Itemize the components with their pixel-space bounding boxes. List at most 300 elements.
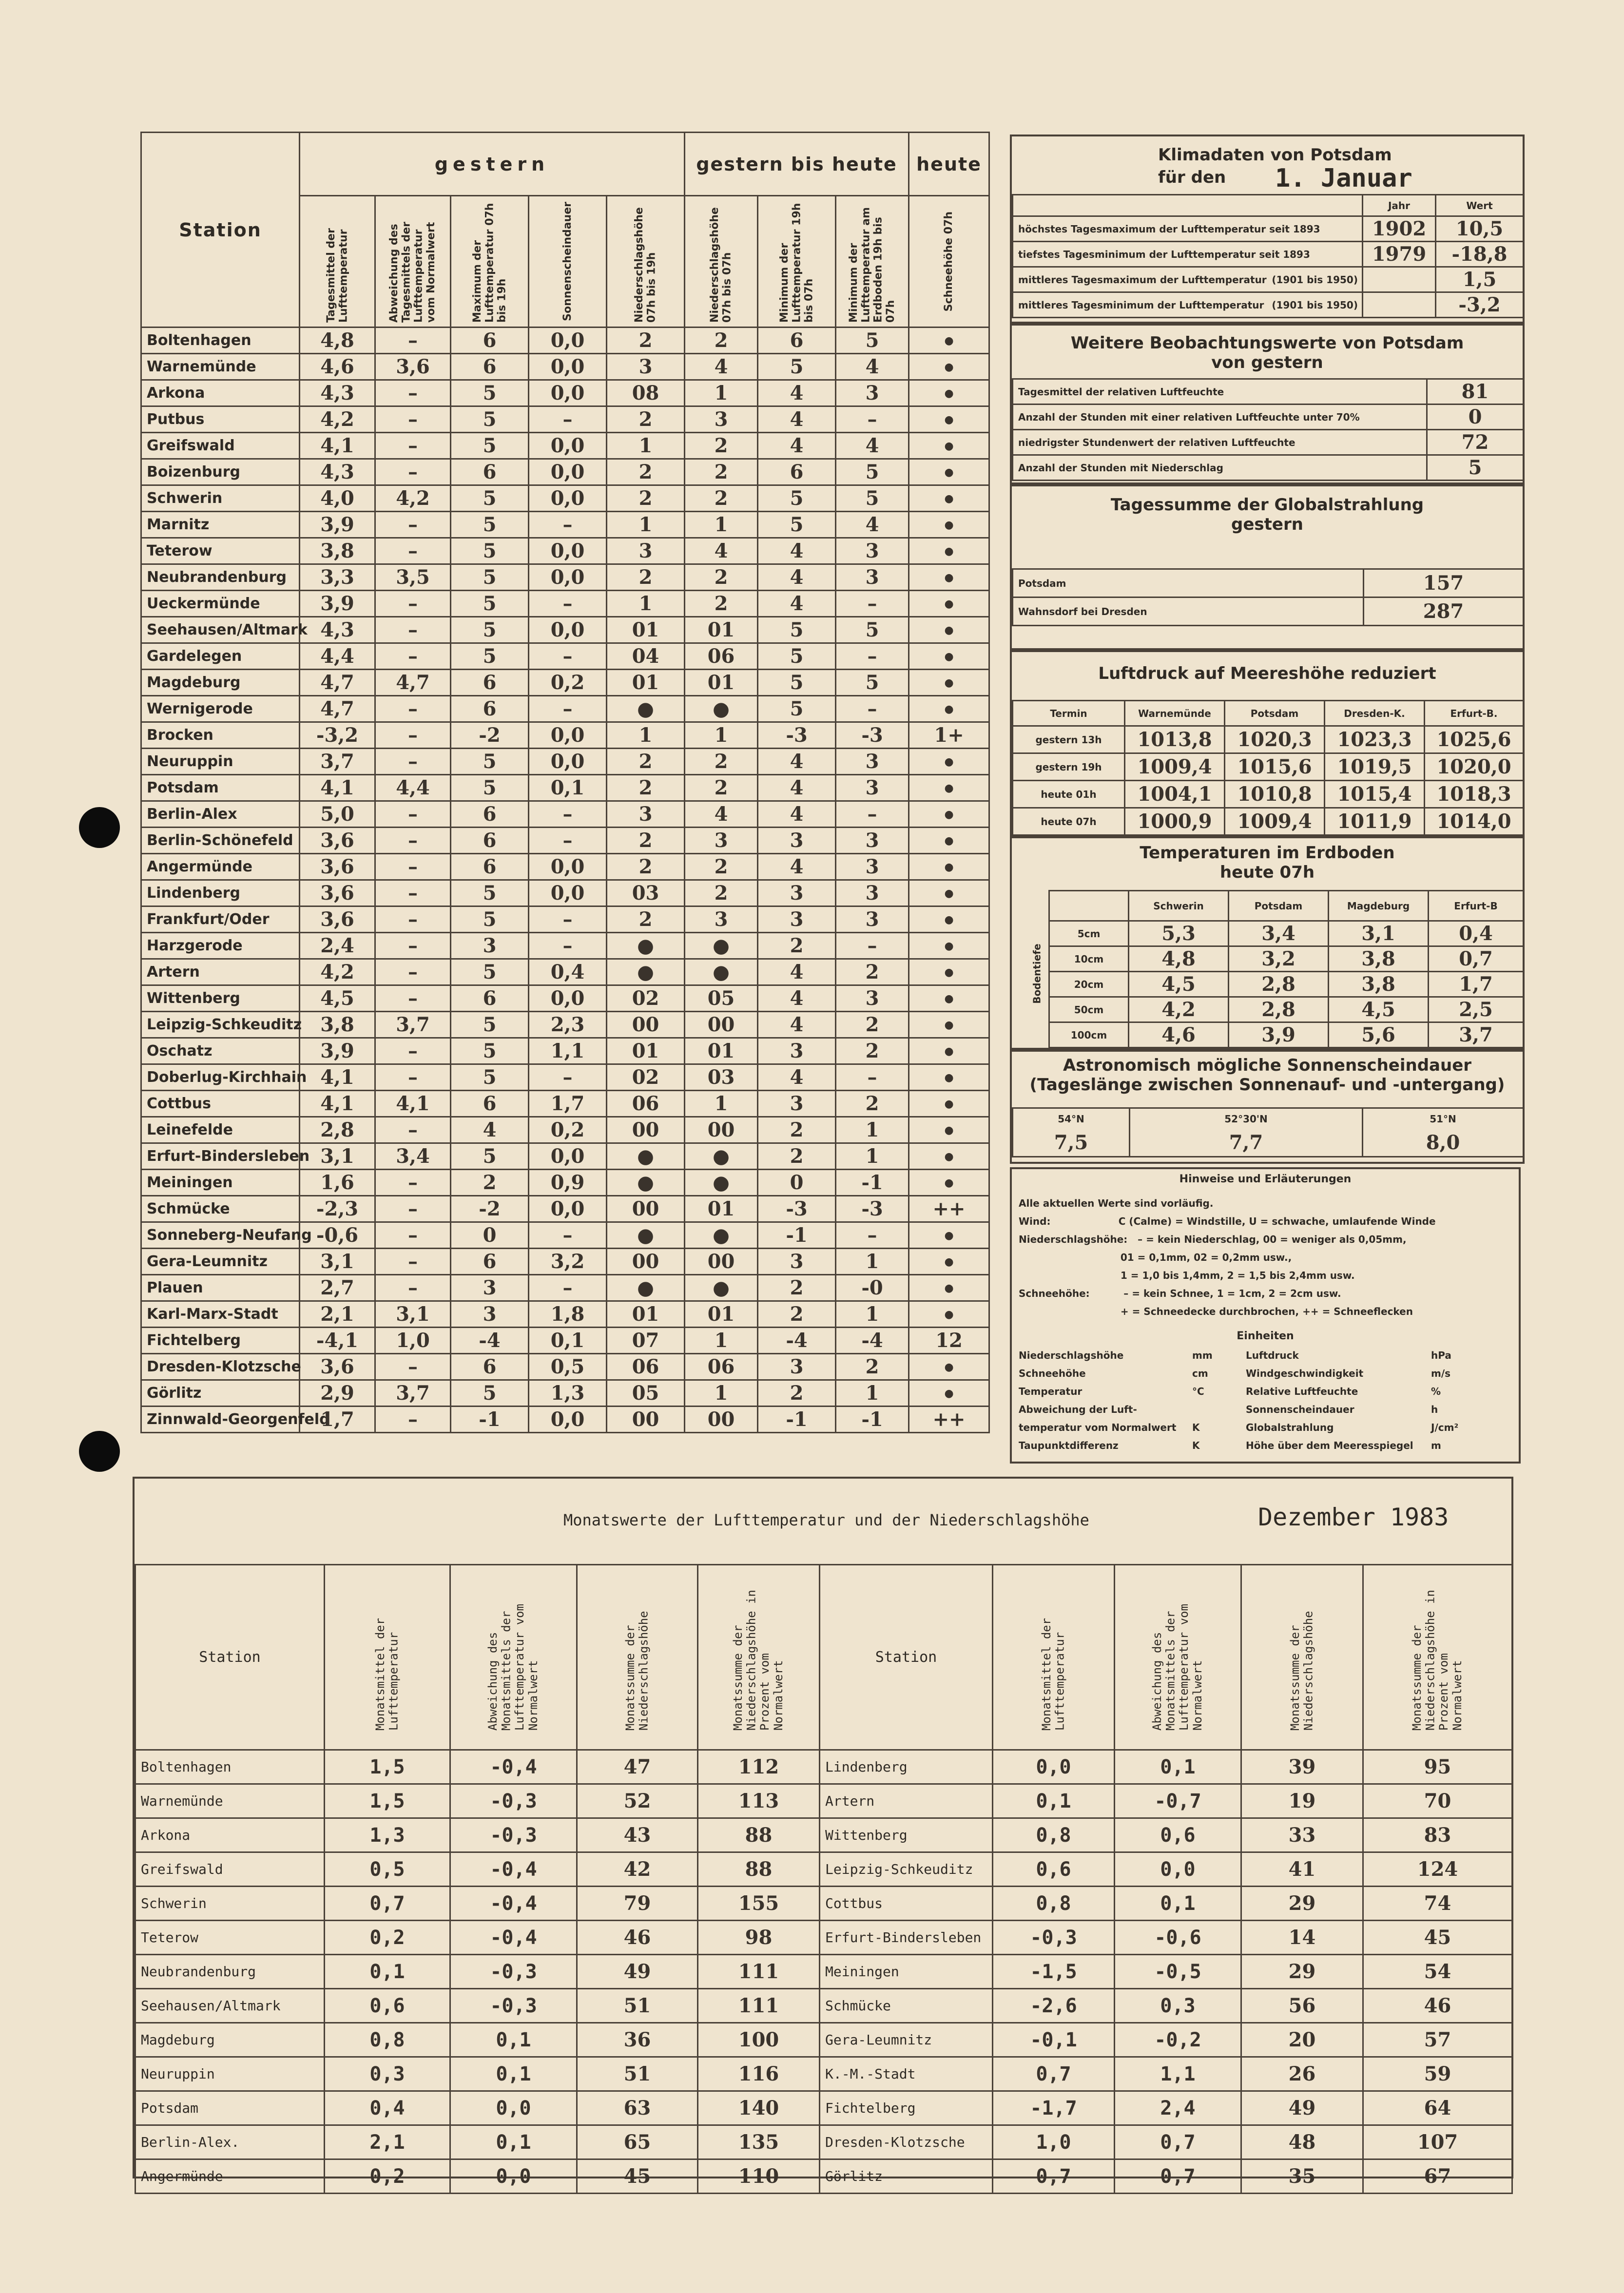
station-name: Karl-Marx-Stadt [141,1301,300,1328]
luftdruck-termin: heute 01h [1013,781,1125,808]
table-row [141,933,989,959]
table-row [141,1038,989,1064]
station-name: Schwerin [141,485,300,512]
monthly-station: Schwerin [135,1887,325,1921]
cell-value: 1 [836,1143,909,1170]
cell-value: 4 [758,1064,836,1091]
erdboden-row [1049,946,1524,972]
cell-value: 4 [685,801,758,828]
cell-value: 3 [758,1038,836,1064]
monthly-value: 46 [577,1921,698,1955]
klima-period: (1901 bis 1950) [1272,273,1358,286]
punch-hole-lower [79,1431,120,1472]
punch-hole-upper [79,807,120,848]
cell-value: ++ [909,1196,989,1222]
monthly-value: 70 [1363,1784,1512,1818]
erdboden-depth: 20cm [1049,972,1129,997]
unit-cell: °C [1192,1386,1204,1397]
luftdruck-termin: heute 07h [1013,808,1125,835]
luftdruck-row [1013,753,1524,781]
cell-value: 12 [909,1328,989,1354]
monthly-value: 1,5 [325,1784,450,1818]
astro-value: 7,7 [1130,1130,1363,1157]
cell-value: ● [909,1091,989,1117]
cell-value: 2 [758,1380,836,1407]
cell-value: ● [909,1038,989,1064]
cell-value: – [375,933,451,959]
cell-value: – [375,959,451,985]
cell-value: 4,4 [300,643,375,670]
monthly-value: 107 [1363,2125,1512,2159]
table-row [141,328,989,354]
monthly-row [135,1852,1512,1887]
monthly-value: 0,6 [993,1852,1115,1887]
monthly-value: -1,5 [993,1955,1115,1989]
cell-value: – [529,933,607,959]
monthly-value: -0,4 [450,1921,577,1955]
luftdruck-col-header: Erfurt-B. [1425,701,1524,726]
cell-value: 3 [451,933,529,959]
table-row [141,380,989,406]
global-row [1013,597,1524,626]
cell-value: -0 [836,1275,909,1301]
cell-value: ● [607,1275,685,1301]
cell-value: 4,5 [300,985,375,1012]
cell-value: 5 [451,617,529,643]
erdboden-value: 3,2 [1229,946,1329,972]
cell-value: ● [685,1143,758,1170]
weitere-row [1013,379,1524,405]
cell-value: 3 [607,538,685,564]
luftdruck-termin: gestern 19h [1013,753,1125,781]
cell-value: 0,4 [529,959,607,985]
cell-value: 4,2 [300,406,375,433]
astro-table [1012,1107,1524,1157]
cell-value: 4 [758,564,836,591]
cell-value: – [375,801,451,828]
klima-col-wert: Wert [1436,195,1524,216]
monthly-value: 0,1 [450,2023,577,2057]
cell-value: 3 [758,880,836,906]
klima-wert: -3,2 [1436,292,1524,318]
klima-row [1013,242,1524,267]
cell-value: 1,1 [529,1038,607,1064]
gestern-header: gestern [300,133,685,196]
cell-value: -1 [758,1407,836,1433]
cell-value: 6 [451,459,529,485]
cell-value: 3,8 [300,538,375,564]
monthly-station: Schmücke [820,1989,993,2023]
monthly-value: 112 [698,1750,820,1784]
cell-value: ● [909,1301,989,1328]
table-row [141,696,989,722]
cell-value: ● [909,1275,989,1301]
station-name: Fichtelberg [141,1328,300,1354]
cell-value: 1 [607,512,685,538]
cell-value: 1+ [909,722,989,749]
cell-value: 0,0 [529,617,607,643]
klima-wert: 1,5 [1436,267,1524,292]
erdboden-value: 0,7 [1429,946,1524,972]
cell-value: 1 [685,1091,758,1117]
column-header [300,196,375,328]
cell-value: ++ [909,1407,989,1433]
cell-value: 0,0 [529,380,607,406]
monthly-value: 0,5 [325,1852,450,1887]
monthly-value: 0,1 [325,1955,450,1989]
monthly-value: 14 [1241,1921,1363,1955]
cell-value: 5 [451,512,529,538]
erdboden-value: 5,3 [1129,921,1229,946]
cell-value: -3 [836,722,909,749]
cell-value: 4 [758,406,836,433]
monthly-value: 0,6 [325,1989,450,2023]
cell-value: 2 [607,485,685,512]
monthly-value: 0,3 [1115,1989,1241,2023]
cell-value: 5 [451,538,529,564]
table-row [141,1196,989,1222]
cell-value: 3 [758,1249,836,1275]
monthly-value: -1,7 [993,2091,1115,2125]
cell-value: 5 [451,1143,529,1170]
cell-value: – [375,985,451,1012]
luftdruck-title: Luftdruck auf Meereshöhe reduziert [1098,664,1436,683]
cell-value: – [375,1038,451,1064]
cell-value: – [529,591,607,617]
cell-value: 4 [758,775,836,801]
station-name: Frankfurt/Oder [141,906,300,933]
cell-value: 5 [451,880,529,906]
monthly-box [133,1477,1513,2188]
cell-value: 00 [607,1196,685,1222]
cell-value: 1 [836,1301,909,1328]
monthly-value: 0,4 [325,2091,450,2125]
cell-value: 0,2 [529,670,607,696]
cell-value: 6 [451,354,529,380]
monthly-row [135,1784,1512,1818]
global-value: 157 [1364,569,1524,597]
monthly-station: Berlin-Alex. [135,2125,325,2159]
luftdruck-value: 1014,0 [1425,808,1524,835]
unit-cell: cm [1192,1368,1208,1379]
monthly-col-header-label: Monatssumme der Niederschlagshöhe in Prozent vom Normalwert [731,1589,786,1731]
klima-jahr [1363,292,1436,318]
monthly-value: -0,6 [1115,1921,1241,1955]
cell-value: ● [685,959,758,985]
cell-value: 2 [607,406,685,433]
monthly-value: 29 [1241,1955,1363,1989]
cell-value: 2 [685,328,758,354]
cell-value: 3 [836,828,909,854]
luftdruck-header-row [1013,701,1524,726]
luftdruck-value: 1025,6 [1425,726,1524,753]
monthly-value: -0,3 [450,1989,577,2023]
cell-value: 0,0 [529,538,607,564]
monthly-value: 49 [577,1955,698,1989]
cell-value: 3,9 [300,591,375,617]
cell-value: 1,6 [300,1170,375,1196]
monthly-station: Arkona [135,1818,325,1852]
luftdruck-value: 1023,3 [1325,726,1425,753]
cell-value: 5 [451,485,529,512]
station-name: Doberlug-Kirchhain [141,1064,300,1091]
cell-value: – [375,1117,451,1143]
column-header-label: Minimum der Lufttemperatur 19h bis 07h [778,203,815,323]
monthly-row [135,2023,1512,2057]
cell-value: 1 [607,591,685,617]
monthly-value: 19 [1241,1784,1363,1818]
cell-value: 2,4 [300,933,375,959]
cell-value: 02 [607,985,685,1012]
table-row [141,1170,989,1196]
cell-value: – [375,1196,451,1222]
cell-value: -1 [451,1407,529,1433]
cell-value: 3 [685,906,758,933]
cell-value: 2 [836,1354,909,1380]
cell-value: 3,6 [300,880,375,906]
monthly-col-header [698,1565,820,1750]
unit-cell: Sonnenscheindauer [1246,1404,1354,1415]
cell-value: 3,1 [300,1143,375,1170]
cell-value: – [529,1222,607,1249]
cell-value: 1 [685,1380,758,1407]
monthly-row [135,2125,1512,2159]
cell-value: 5 [836,485,909,512]
cell-value: 2 [607,459,685,485]
cell-value: -4 [836,1328,909,1354]
luftdruck-value: 1018,3 [1425,781,1524,808]
monthly-value: 0,7 [325,1887,450,1921]
cell-value: 2 [607,906,685,933]
monthly-value: -0,4 [450,1750,577,1784]
monthly-value: 45 [577,2159,698,2194]
cell-value: 1 [607,433,685,459]
cell-value: 3,4 [375,1143,451,1170]
cell-value: 3 [836,538,909,564]
cell-value: 3 [836,564,909,591]
unit-cell: K [1192,1422,1200,1433]
klima-table [1012,194,1524,318]
monthly-station: Görlitz [820,2159,993,2194]
cell-value: 2 [685,591,758,617]
monthly-value: 63 [577,2091,698,2125]
cell-value: 2 [607,328,685,354]
cell-value: 00 [607,1012,685,1038]
klima-label-text: mittleres Tagesminimum der Lufttemperatur [1018,299,1264,311]
station-name: Harzgerode [141,933,300,959]
klima-jahr: 1902 [1363,216,1436,242]
klima-label-text: tiefstes Tagesminimum der Lufttemperatur seit 1893 [1018,248,1310,260]
monthly-value: 45 [1363,1921,1512,1955]
unit-cell: hPa [1431,1349,1451,1361]
monthly-value: 48 [1241,2125,1363,2159]
station-name: Dresden-Klotzsche [141,1354,300,1380]
cell-value: 00 [685,1117,758,1143]
monthly-station: Boltenhagen [135,1750,325,1784]
cell-value: 5 [758,696,836,722]
cell-value: ● [909,1249,989,1275]
monthly-value: 59 [1363,2057,1512,2091]
unit-cell: mm [1192,1349,1213,1361]
table-row [141,1275,989,1301]
weitere-value: 5 [1427,455,1524,481]
station-name: Plauen [141,1275,300,1301]
note-line: 1 = 1,0 bis 1,4mm, 2 = 1,5 bis 2,4mm usw. [1019,1270,1355,1281]
cell-value: 5 [451,564,529,591]
cell-value: ● [909,1012,989,1038]
table-row [141,1222,989,1249]
cell-value: 3,9 [300,1038,375,1064]
note-line: Niederschlagshöhe: – = kein Niederschlag, 00 = weniger als 0,05mm, [1019,1233,1407,1245]
cell-value: 0,0 [529,354,607,380]
table-row [141,433,989,459]
cell-value: – [375,328,451,354]
table-row [141,512,989,538]
globalstrahlung-box [1010,482,1525,652]
cell-value: -1 [836,1407,909,1433]
cell-value: ● [909,828,989,854]
cell-value: 01 [685,1038,758,1064]
cell-value: 5 [451,906,529,933]
monthly-row [135,1750,1512,1784]
luftdruck-col-header: Termin [1013,701,1125,726]
monthly-value: -0,3 [450,1955,577,1989]
cell-value: – [836,1222,909,1249]
cell-value: ● [909,354,989,380]
station-name: Marnitz [141,512,300,538]
monthly-station: Dresden-Klotzsche [820,2125,993,2159]
cell-value: ● [909,854,989,880]
cell-value: 06 [607,1091,685,1117]
erdboden-value: 1,7 [1429,972,1524,997]
global-row [1013,569,1524,597]
cell-value: 4,1 [300,775,375,801]
cell-value: 3 [451,1301,529,1328]
monthly-row [135,2091,1512,2125]
unit-cell: K [1192,1440,1200,1451]
cell-value: 5 [451,749,529,775]
cell-value: -4 [451,1328,529,1354]
cell-value: 1 [685,722,758,749]
cell-value: 4 [685,354,758,380]
cell-value: 3 [836,880,909,906]
cell-value: 06 [607,1354,685,1380]
cell-value: 0,0 [529,328,607,354]
monthly-value: 47 [577,1750,698,1784]
erdboden-col-header: Potsdam [1229,891,1329,921]
cell-value: 3,9 [300,512,375,538]
station-name: Berlin-Alex [141,801,300,828]
cell-value: 4,6 [300,354,375,380]
cell-value: – [375,1064,451,1091]
station-name: Teterow [141,538,300,564]
luftdruck-value: 1011,9 [1325,808,1425,835]
erdboden-depth: 100cm [1049,1022,1129,1048]
monthly-station: Teterow [135,1921,325,1955]
klima-jahr: 1979 [1363,242,1436,267]
cell-value: 2,1 [300,1301,375,1328]
erdboden-col-header: Schwerin [1129,891,1229,921]
cell-value: 2 [607,828,685,854]
cell-value: – [375,1222,451,1249]
monthly-value: 124 [1363,1852,1512,1887]
cell-value: – [836,801,909,828]
monthly-value: 1,1 [1115,2057,1241,2091]
station-name: Erfurt-Bindersleben [141,1143,300,1170]
monthly-header-row [135,1565,1512,1750]
station-name: Leipzig-Schkeuditz [141,1012,300,1038]
cell-value: ● [909,696,989,722]
monthly-value: 155 [698,1887,820,1921]
cell-value: 2 [685,564,758,591]
heute-header: heute [909,133,989,196]
weitere-value: 0 [1427,405,1524,430]
station-name: Lindenberg [141,880,300,906]
cell-value: 6 [451,328,529,354]
cell-value: ● [909,485,989,512]
cell-value: – [375,591,451,617]
unit-cell: Höhe über dem Meeresspiegel [1246,1440,1413,1451]
cell-value: ● [909,512,989,538]
table-row [141,880,989,906]
monthly-value: 0,1 [450,2125,577,2159]
erdboden-value: 5,6 [1329,1022,1429,1048]
table-row [141,538,989,564]
cell-value: 4,3 [300,459,375,485]
astro-header-row [1013,1108,1524,1130]
cell-value: ● [909,406,989,433]
cell-value: -2 [451,722,529,749]
table-row [141,406,989,433]
monthly-value: 74 [1363,1887,1512,1921]
monthly-value: 100 [698,2023,820,2057]
cell-value: 5 [836,670,909,696]
cell-value: 02 [607,1064,685,1091]
cell-value: 2 [836,959,909,985]
cell-value: 2 [451,1170,529,1196]
cell-value: 5 [758,354,836,380]
station-name: Magdeburg [141,670,300,696]
monthly-col-header-label: Monatsmittel der Lufttemperatur [373,1618,401,1731]
weitere-row [1013,430,1524,455]
klima-col-jahr: Jahr [1363,195,1436,216]
klima-date: 1. Januar [1275,164,1412,193]
luftdruck-value: 1013,8 [1125,726,1225,753]
cell-value: ● [607,959,685,985]
cell-value: – [375,1275,451,1301]
klima-label-text: höchstes Tagesmaximum der Lufttemperatur seit 1893 [1018,223,1320,235]
cell-value: 4,2 [300,959,375,985]
klima-period: (1901 bis 1950) [1272,299,1358,311]
column-header-label: Maximum der Lufttemperatur 07h bis 19h [471,203,508,323]
cell-value: 3 [836,906,909,933]
cell-value: – [375,406,451,433]
cell-value: -0,6 [300,1222,375,1249]
cell-value: 0,1 [529,775,607,801]
monthly-value: 116 [698,2057,820,2091]
monthly-station: Gera-Leumnitz [820,2023,993,2057]
unit-cell: temperatur vom Normalwert [1019,1422,1177,1433]
cell-value: 0,0 [529,1143,607,1170]
cell-value: ● [909,880,989,906]
cell-value: 5 [451,1038,529,1064]
cell-value: – [375,696,451,722]
cell-value: ● [685,1170,758,1196]
cell-value: – [375,433,451,459]
global-label: Potsdam [1013,569,1364,597]
monthly-station: Artern [820,1784,993,1818]
cell-value: 3 [758,828,836,854]
